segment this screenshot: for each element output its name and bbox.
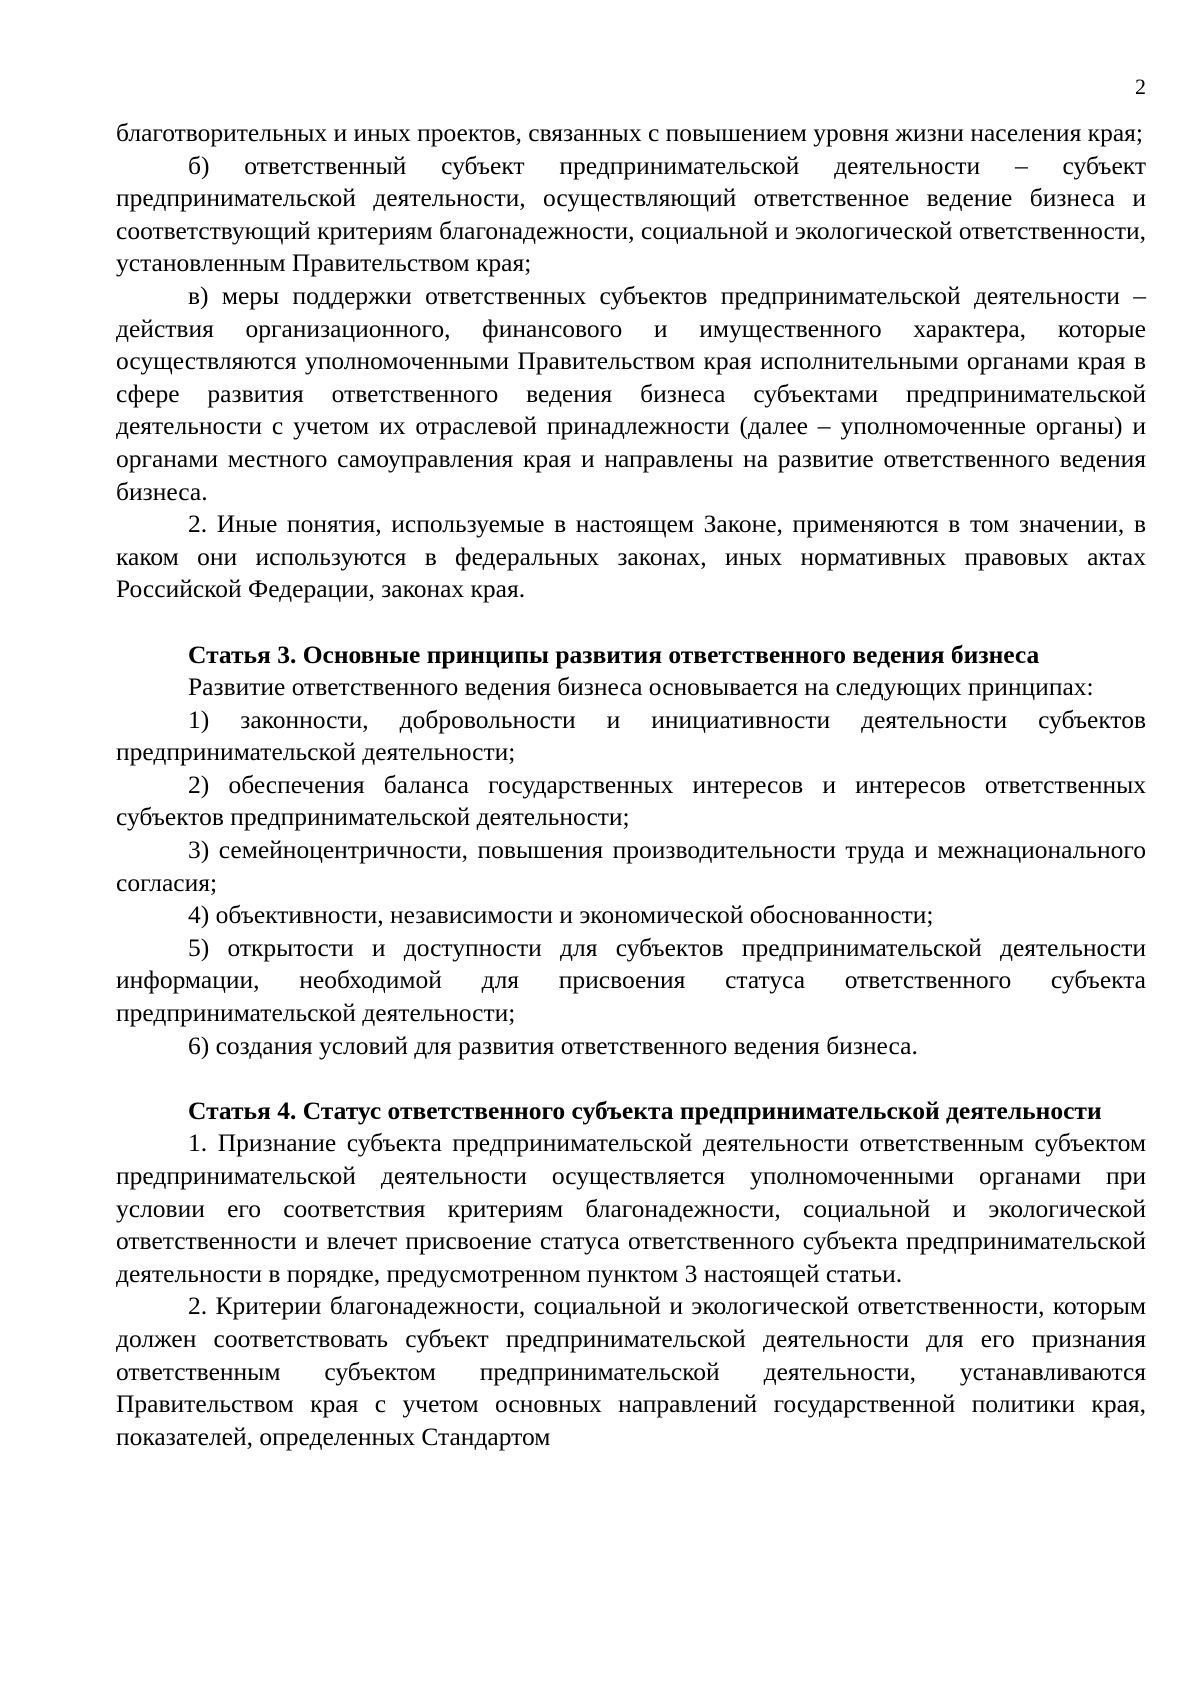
list-item: 6) создания условий для развития ответственного ведения бизнеса.: [188, 1030, 918, 1060]
list-item: 2) обеспечения баланса государственных интересов и интересов ответственных субъектов предпринимательской деятельности;: [116, 769, 1146, 832]
article-4-heading: Статья 4. Статус ответственного субъекта предпринимательской деятельности: [188, 1095, 1102, 1125]
list-item: 5) открытости и доступности для субъектов предпринимательской деятельности информации, необходимой для присвоения статуса ответственного субъекта предпринимательской деятельности;: [116, 932, 1146, 1028]
section-gap: [116, 606, 1146, 639]
document-body: [116, 117, 1146, 1453]
list-item: 4) объективности, независимости и экономической обоснованности;: [188, 900, 934, 930]
paragraph: 1. Признание субъекта предпринимательской деятельности ответственным субъектом предпринимательской деятельности осуществляется уполномоченными органами при условии его соответствия критериям благонадежности, социальной и экологической ответственности и влечет присвоение статуса ответственного субъекта предпринимательской деятельности в порядке, предусмотренном пунктом 3 настоящей статьи.: [116, 1128, 1146, 1288]
paragraph: 2. Критерии благонадежности, социальной и экологической ответственности, которым должен соответствовать субъект предпринимательской деятельности для его признания ответственным субъектом предпринимательской деятельности, устанавливаются Правительством края с учетом основных направлений государственной политики края, показателей, определенных Стандартом: [116, 1291, 1146, 1451]
paragraph: благотворительных и иных проектов, связанных с повышением уровня жизни населения края;: [116, 118, 1143, 147]
paragraph: Развитие ответственного ведения бизнеса основывается на следующих принципах:: [188, 672, 1094, 702]
list-item: 3) семейноцентричности, повышения производительности труда и межнационального согласия;: [116, 835, 1146, 897]
paragraph: в) меры поддержки ответственных субъектов предпринимательской деятельности – действия организационного, финансового и имущественного характера, которые осуществляются уполномоченными Правительством края исполнительными органами края в сфере развития ответственного ведения бизнеса субъектами предпринимательской деятельности с учетом их отраслевой принадлежности (далее – уполномоченные органы) и органами местного самоуправления края и направлены на развитие ответственного ведения бизнеса.: [116, 280, 1146, 506]
page-number: 2: [1135, 74, 1146, 99]
list-item: 1) законности, добровольности и инициативности деятельности субъектов предпринимательской деятельности;: [116, 704, 1146, 767]
article-3-heading: Статья 3. Основные принципы развития ответственного ведения бизнеса: [188, 639, 1040, 669]
paragraph: 2. Иные понятия, используемые в настоящем Законе, применяются в том значении, в каком они используются в федеральных законах, иных нормативных правовых актах Российской Федерации, законах края.: [116, 509, 1146, 604]
paragraph: б) ответственный субъект предпринимательской деятельности – субъект предпринимательской деятельности, осуществляющий ответственное ведение бизнеса и соответствующий критериям благонадежности, социальной и экологической ответственности, установленным Правительством края;: [116, 150, 1146, 278]
section-gap: [116, 1062, 1146, 1095]
